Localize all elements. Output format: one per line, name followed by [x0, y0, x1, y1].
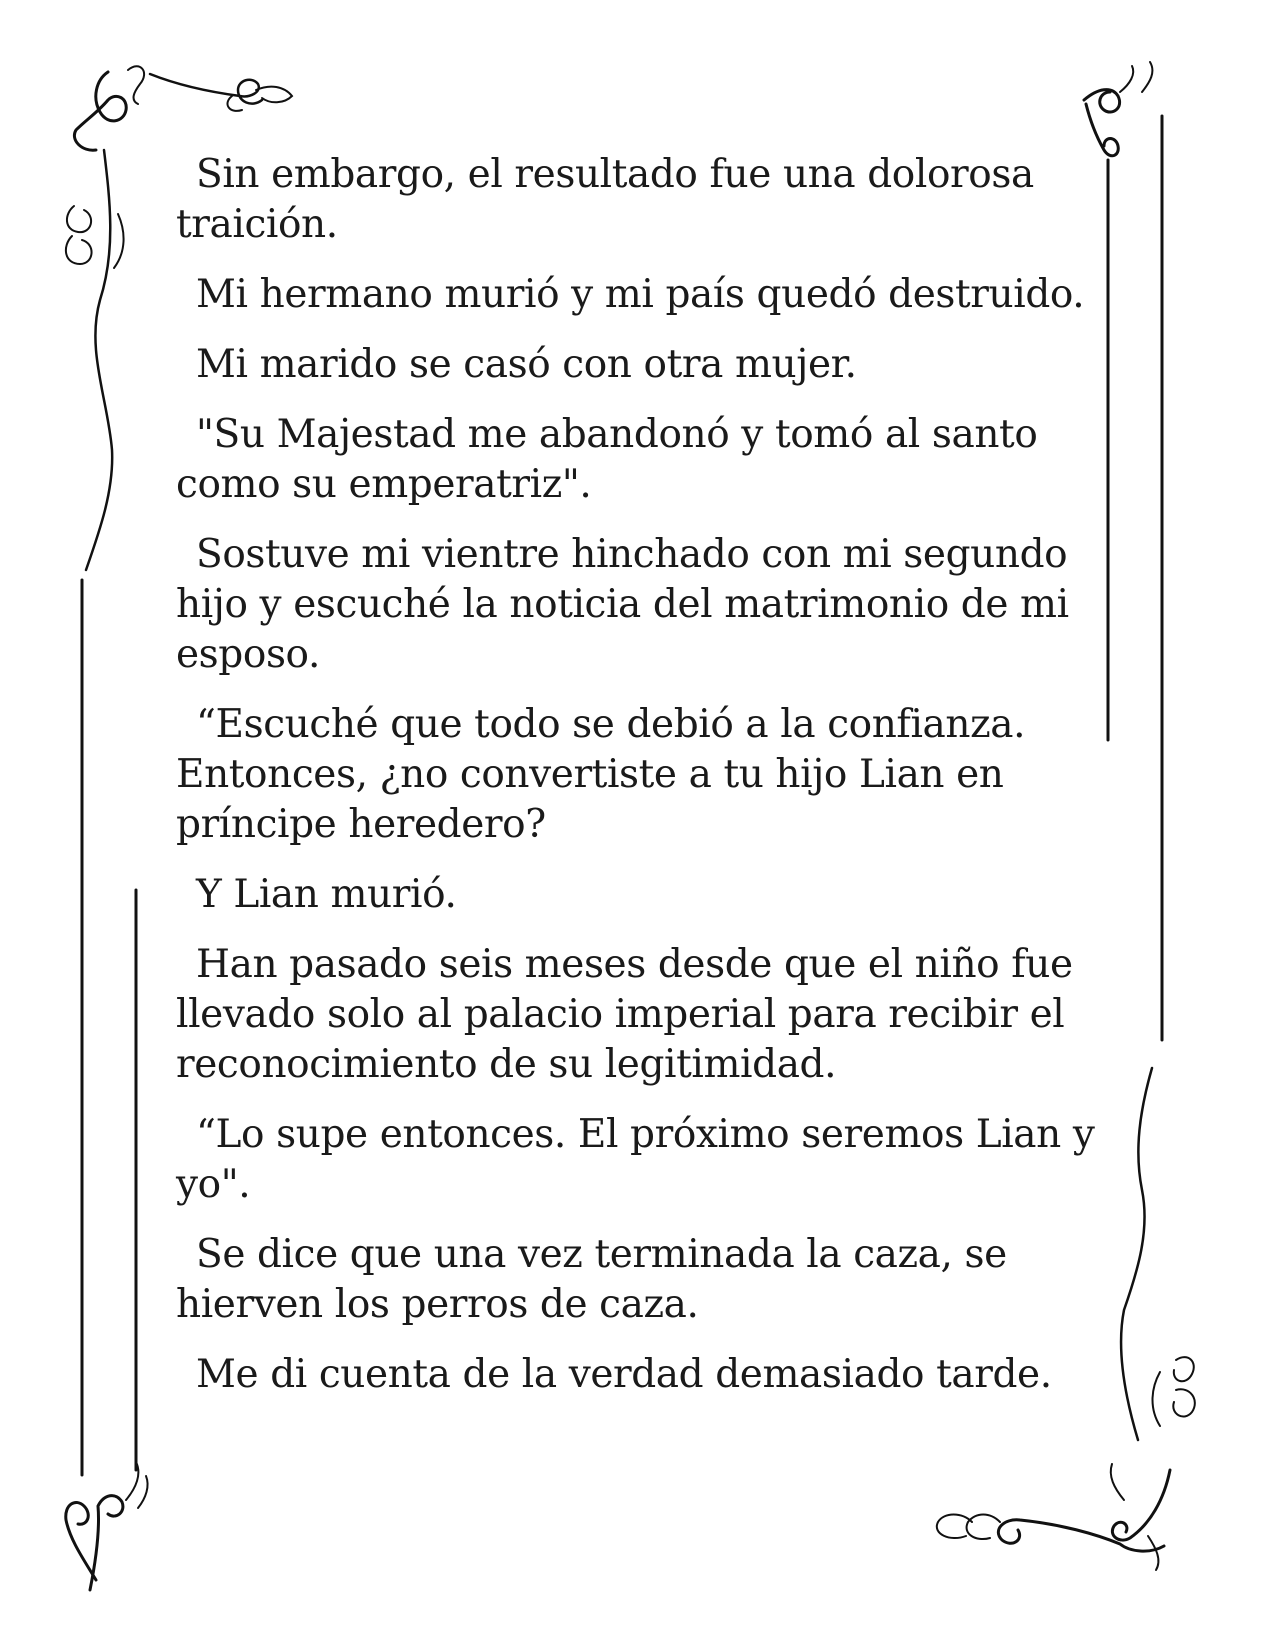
story-text	[176, 150, 1096, 1420]
paragraph: Y Lian murió.	[196, 872, 457, 917]
paragraph: “Lo supe entonces. El próximo seremos Lian y yo".	[176, 1112, 1095, 1207]
paragraph: Sostuve mi vientre hinchado con mi segundo hijo y escuché la noticia del matrimonio de mi esposo.	[176, 532, 1069, 677]
paragraph: Han pasado seis meses desde que el niño fue llevado solo al palacio imperial para recibir el reconocimiento de su legitimidad.	[176, 942, 1073, 1087]
paragraph: Me di cuenta de la verdad demasiado tarde.	[196, 1352, 1052, 1397]
paragraph: Sin embargo, el resultado fue una dolorosa traición.	[176, 152, 1034, 247]
paragraph: “Escuché que todo se debió a la confianza. Entonces, ¿no convertiste a tu hijo Lian en príncipe heredero?	[176, 702, 1026, 847]
top-right-flourish	[1084, 62, 1152, 156]
paragraph: Mi marido se casó con otra mujer.	[196, 342, 857, 387]
paragraph: Se dice que una vez terminada la caza, se hierven los perros de caza.	[176, 1232, 1007, 1327]
bottom-left-flourish	[66, 1462, 148, 1590]
paragraph: Mi hermano murió y mi país quedó destruido.	[196, 272, 1085, 317]
paragraph: "Su Majestad me abandonó y tomó al santo como su emperatriz".	[176, 412, 1038, 507]
